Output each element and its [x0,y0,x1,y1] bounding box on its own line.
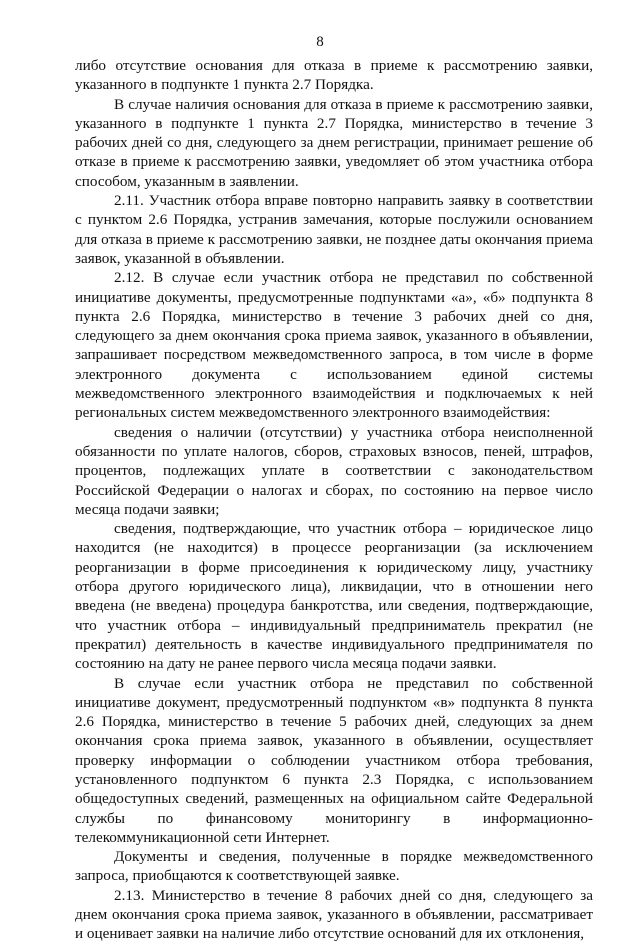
paragraph-interagency-docs: Документы и сведения, полученные в порядке межведомственного запроса, приобщаются к соответствующей заявке. [75,848,593,885]
paragraph-continuation: либо отсутствие основания для отказа в приеме к рассмотрению заявки, указанного в подпункте 1 пункта 2.7 Порядка. [75,57,593,94]
paragraph-refusal-case: В случае наличия основания для отказа в приеме к рассмотрению заявки, указанного в подпункте 1 пункта 2.7 Порядка, министерство в течение 3 рабочих дней со дня, следующего за днем регистрации, принимает решение об отказе в приеме к рассмотрению заявки, уведомляет об этом участника отбора способом, указанным в заявлении. [75,95,593,190]
paragraph-2-13: 2.13. Министерство в течение 8 рабочих дней со дня, следующего за днем окончания срока приема заявок, указанного в объявлении, рассматривает и оценивает заявки на наличие либо отсутствие оснований для их отклонения, [75,886,593,943]
paragraph-reorganization-info: сведения, подтверждающие, что участник отбора – юридическое лицо находится (не находится) в процессе реорганизации (за исключением реорганизации в форме присоединения к юридическому лицу, участнику отбора другого юридического лица), ликвидации, что в отношении него введена (не введена) процедура банкротства, или сведения, подтверждающие, что участник отбора – индивидуальный предприниматель прекратил (не прекратил) деятельность в качестве индивидуального предпринимателя по состоянию на дату не ранее первого числа месяца подачи заявки. [75,520,593,673]
paragraph-tax-info: сведения о наличии (отсутствии) у участника отбора неисполненной обязанности по уплате налогов, сборов, страховых взносов, пеней, штрафов, процентов, подлежащих уплате в соответствии с законодательством Российской Федерации о налогах и сборах, по состоянию на первое число месяца подачи заявки; [75,423,593,518]
paragraph-2-11: 2.11. Участник отбора вправе повторно направить заявку в соответствии с пунктом 2.6 Порядка, устранив замечания, которые послужили основанием для отказа в приеме к рассмотрению заявки, не позднее даты окончания приема заявок, указанной в объявлении. [75,192,593,267]
paragraph-document-check: В случае если участник отбора не представил по собственной инициативе документ, предусмотренный подпунктом «в» подпункта 8 пункта 2.6 Порядка, министерство в течение 5 рабочих дней, следующих за днем окончания срока приема заявок, указанного в объявлении, осуществляет проверку информации о соблюдении участником отбора требования, установленного подпунктом 6 пункта 2.3 Порядка, с использованием общедоступных сведений, размещенных на официальном сайте Федеральной службы по финансовому мониторингу в информационно-телекоммуникационной сети Интернет. [75,674,593,846]
paragraph-2-12: 2.12. В случае если участник отбора не представил по собственной инициативе документы, предусмотренные подпунктами «а», «б» подпункта 8 пункта 2.6 Порядка, министерство в течение 3 рабочих дней со дня, следующего за днем окончания срока приема заявок, указанного в объявлении, запрашивает посредством межведомственного запроса, в том числе в форме электронного документа с использованием единой системы межведомственного электронного взаимодействия и подключаемых к ней региональных систем межведомственного электронного взаимодействия: [75,269,593,422]
document-body [75,56,593,944]
page-number: 8 [316,34,324,50]
